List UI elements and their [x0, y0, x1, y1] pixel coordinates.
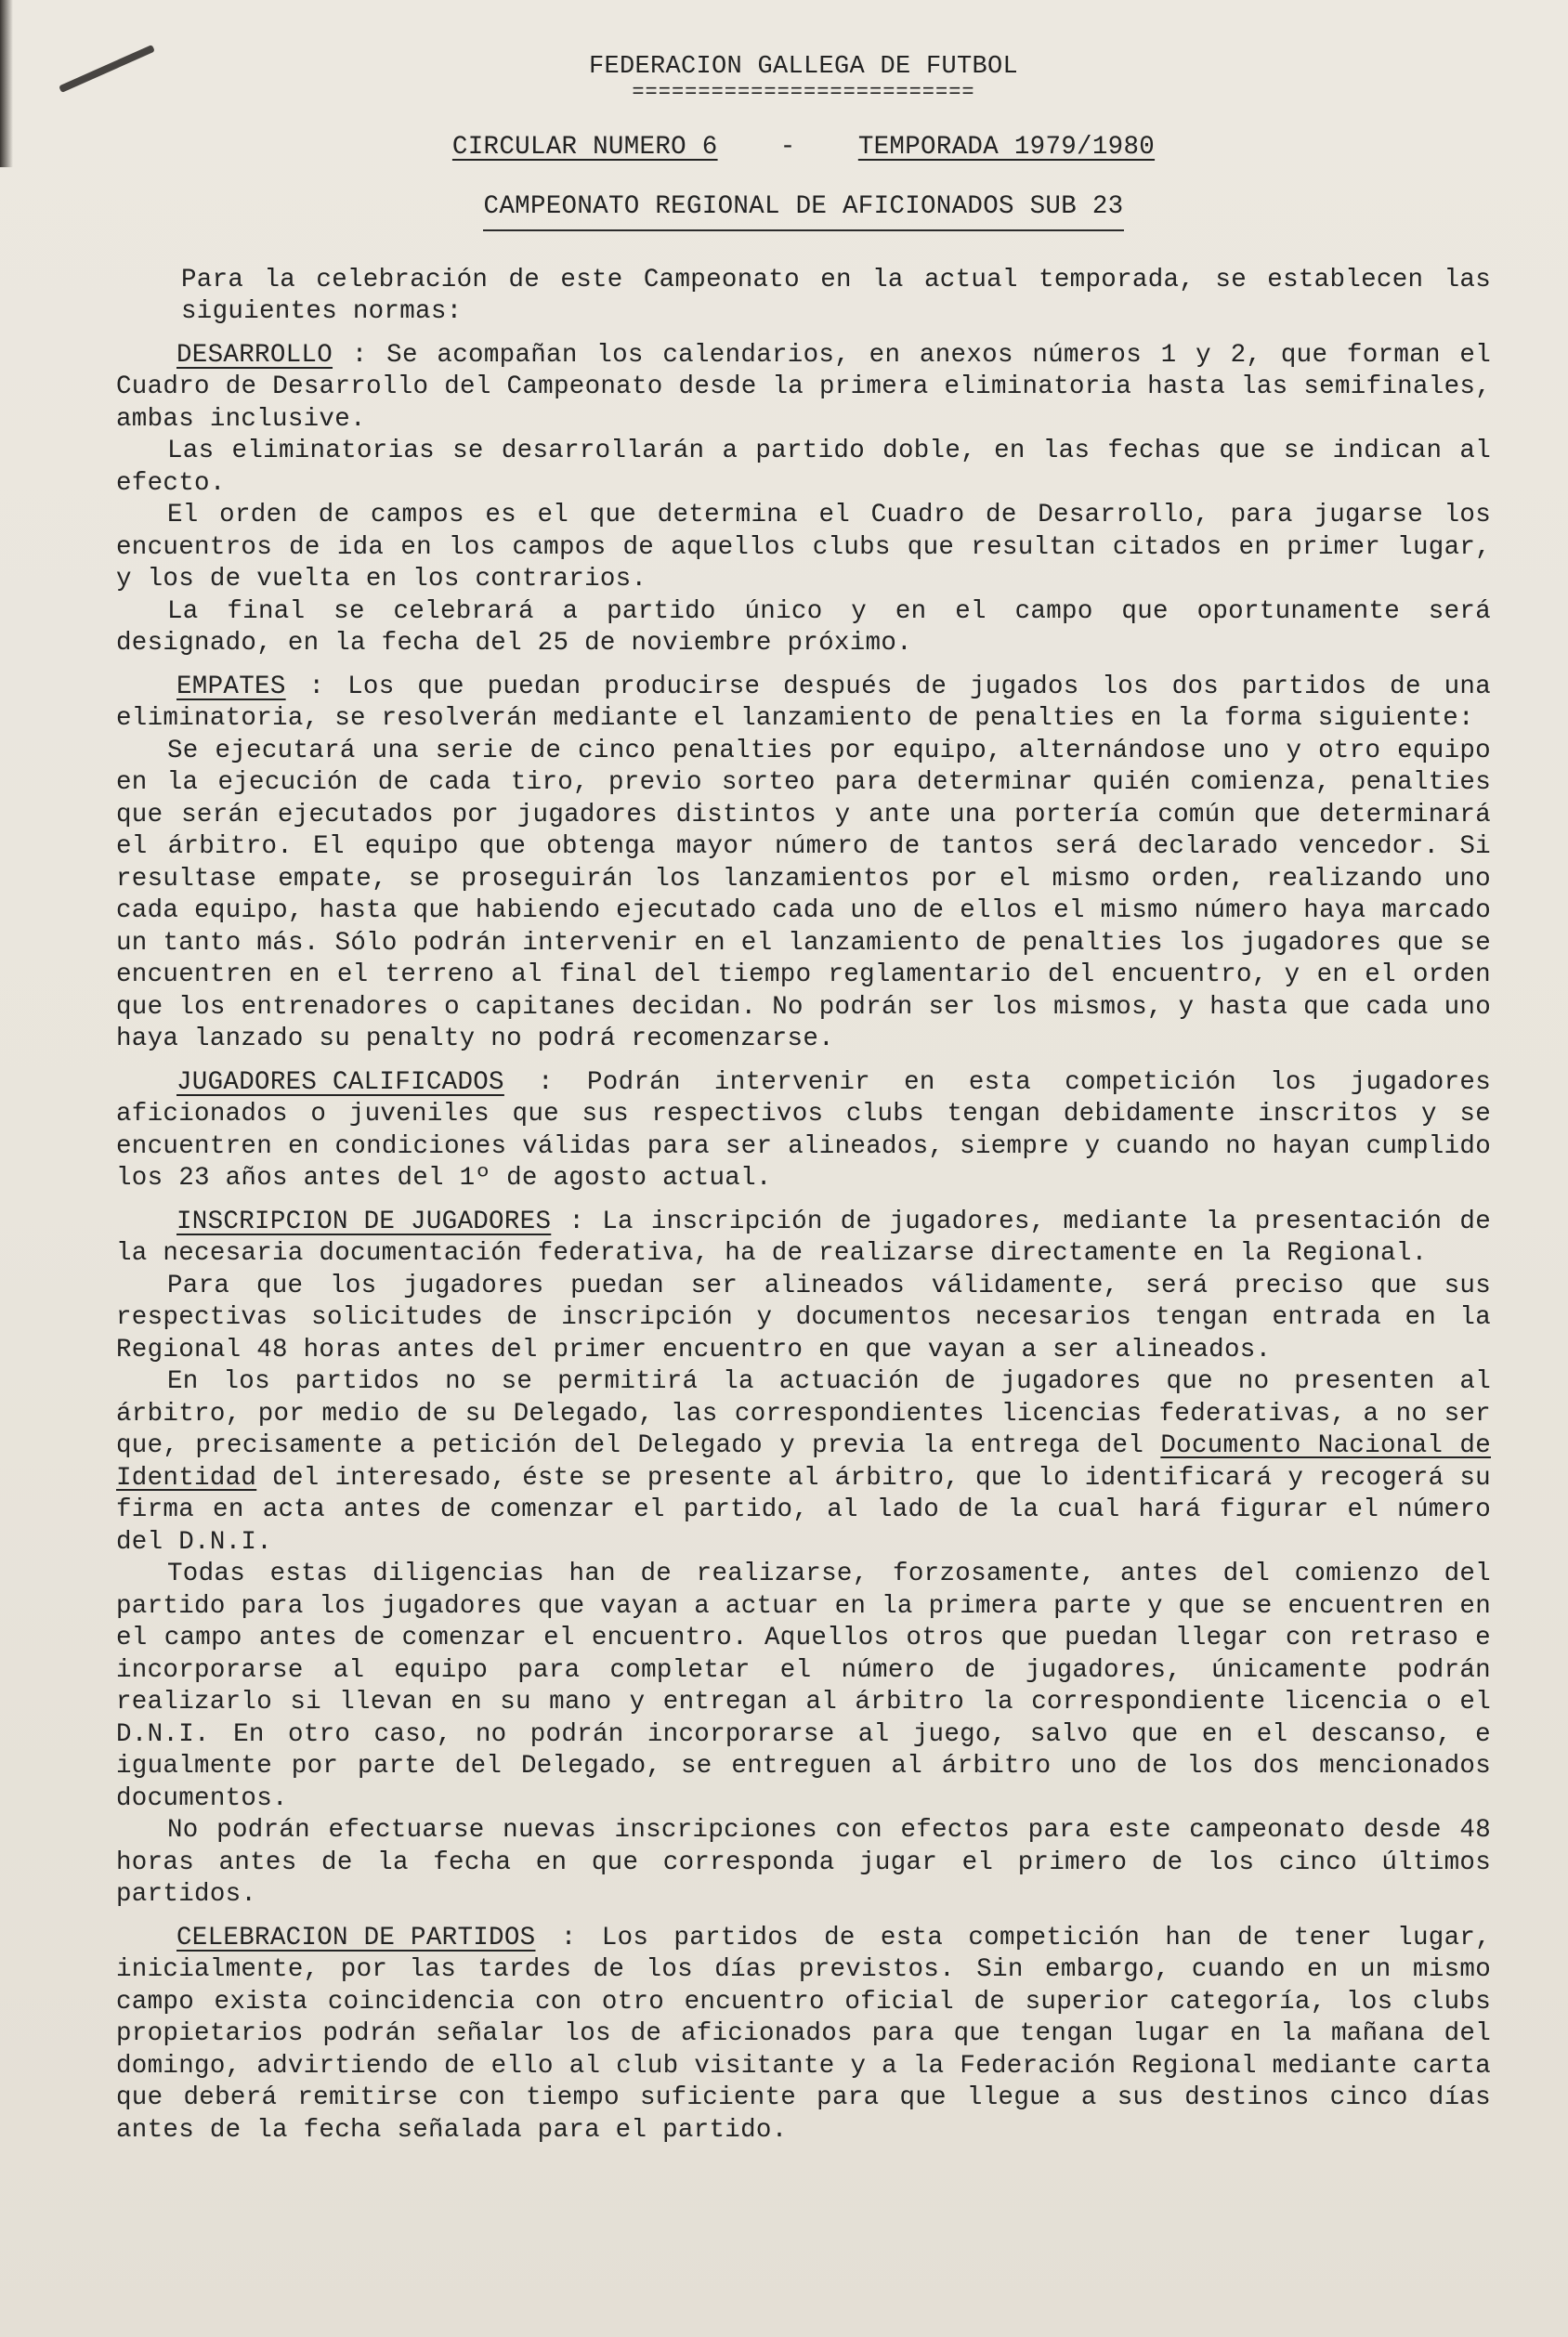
- inscripcion-paragraph-2: [116, 1366, 1491, 1559]
- intro-paragraph: Para la celebración de este Campeonato en la actual temporada, se establecen las siguientes normas:: [181, 265, 1491, 326]
- inscripcion-paragraph-1: Para que los jugadores puedan ser alineados válidamente, será preciso que sus respectivas solicitudes de inscripción y documentos necesarios tengan entrada en la Regional 48 horas antes del primer encuentro en que vayan a ser alineados.: [116, 1271, 1491, 1364]
- celebracion-lead-paragraph: [116, 1923, 1491, 2148]
- inscripcion-paragraph-4: No podrán efectuarse nuevas inscripciones con efectos para este campeonato desde 48 horas antes de la fecha en que corresponda jugar el primero de los cinco últimos partidos.: [116, 1816, 1491, 1909]
- desarrollo-lead: : Se acompañan los calendarios, en anexos números 1 y 2, que forman el Cuadro de Desarrollo del Campeonato desde la primera eliminatoria hasta las semifinales, ambas inclusive.: [116, 340, 1492, 434]
- desarrollo-paragraph-2: El orden de campos es el que determina el Cuadro de Desarrollo, para jugarse los encuentros de ida en los campos de aquellos clubs que resultan citados en primer lugar, y los de vuelta en los contrarios.: [116, 501, 1491, 594]
- desarrollo-paragraph-1: Las eliminatorias se desarrollarán a partido doble, en las fechas que se indican al efecto.: [116, 437, 1491, 498]
- empates-paragraph-1: Se ejecutará una serie de cinco penalties por equipo, alternándose uno y otro equipo en la ejecución de cada tiro, previo sorteo para determinar quién comienza, penalties que serán ejecutados por jugadores distintos y ante una portería común que determinará el árbitro. El equipo que obtenga mayor número de tantos será declarado vencedor. Si resultase empate, se proseguirán los lanzamientos por el mismo orden, realizando uno cada equipo, hasta que habiendo ejecutado cada uno de ellos el mismo número haya marcado un tanto más. Sólo podrán intervenir en el lanzamiento de penalties los jugadores que se encuentren en el terreno al final del tiempo reglamentario del encuentro, y en el orden que los entrenadores o capitanes decidan. No podrán ser los mismos, y hasta que cada uno haya lanzado su penalty no podrá recomenzarse.: [116, 736, 1491, 1053]
- inscripcion-lead: : La inscripción de jugadores, mediante la presentación de la necesaria documentación federativa, ha de realizarse directamente en la Regional.: [116, 1207, 1491, 1268]
- document-body: [116, 37, 1491, 2147]
- section-empates: [116, 672, 1491, 1056]
- celebracion-heading: CELEBRACION DE PARTIDOS: [176, 1923, 536, 1952]
- title-separator: ==========================: [632, 80, 975, 104]
- section-celebracion: [116, 1923, 1491, 2148]
- celebracion-lead: : Los partidos de esta competición han de tener lugar, inicialmente, por las tardes de los días previstos. Sin embargo, cuando en un mismo campo exista coincidencia con otro encuentro oficial de superior categoría, los clubs propietarios podrán señalar los de aficionados para que tengan lugar en la mañana del domingo, advirtiendo de ello al club visitante y a la Federación Regional mediante carta que deberá remitirse con tiempo suficiente para que llegue a sus destinos cinco días antes de la fecha señalada para el partido.: [116, 1923, 1491, 2145]
- circular-dash: -: [779, 132, 796, 162]
- inscripcion-lead-paragraph: [116, 1207, 1491, 1271]
- jugadores-lead-paragraph: [116, 1067, 1491, 1195]
- season: TEMPORADA 1979/1980: [857, 132, 1156, 162]
- paper-edge-shadow: [0, 0, 13, 167]
- desarrollo-paragraph-3: La final se celebrará a partido único y en el campo que oportunamente será designado, en la fecha del 25 de noviembre próximo.: [116, 596, 1491, 658]
- inscripcion-p2-after: del interesado, éste se presente al árbitro, que lo identificará y recogerá su firma en acta antes de comenzar el partido, al lado de la cual hará figurar el número del D.N.I.: [116, 1463, 1491, 1557]
- inscripcion-p2-before: En los partidos no se permitirá la actuación de jugadores que no presenten al árbitro, por medio de su Delegado, las correspondientes licencias federativas, a no ser que, precisamente a petición del Delegado y previa la entrega del: [116, 1367, 1491, 1460]
- jugadores-lead: : Podrán intervenir en esta competición los jugadores aficionados o juveniles que sus respectivos clubs tengan debidamente inscritos y se encuentren en condiciones válidas para ser alineados, siempre y cuando no hayan cumplido los 23 años antes del 1º de agosto actual.: [116, 1067, 1491, 1193]
- jugadores-heading: JUGADORES CALIFICADOS: [176, 1067, 504, 1097]
- championship-title: CAMPEONATO REGIONAL DE AFICIONADOS SUB 23: [483, 192, 1124, 221]
- circular-number: CIRCULAR NUMERO 6: [451, 132, 718, 162]
- section-desarrollo: [116, 340, 1491, 660]
- desarrollo-lead-paragraph: [116, 340, 1491, 437]
- federation-title: FEDERACION GALLEGA DE FUTBOL: [588, 53, 1019, 81]
- championship-rule: [483, 229, 1124, 231]
- section-jugadores-calificados: [116, 1067, 1491, 1195]
- empates-lead: : Los que puedan producirse después de jugados los dos partidos de una eliminatoria, se resolverán mediante el lanzamiento de penalties en la forma siguiente:: [116, 672, 1492, 733]
- circular-line: [116, 132, 1491, 164]
- desarrollo-heading: DESARROLLO: [176, 340, 333, 370]
- empates-heading: EMPATES: [176, 672, 286, 701]
- inscripcion-heading: INSCRIPCION DE JUGADORES: [176, 1207, 552, 1236]
- inscripcion-paragraph-3: Todas estas diligencias han de realizarse, forzosamente, antes del comienzo del partido para los jugadores que vayan a actuar en la primera parte y que se encuentren en el campo antes de comenzar el encuentro. Aquellos otros que puedan llegar con retraso e incorporarse al equipo para completar el número de jugadores, únicamente podrán realizarlo si llevan en su mano y entregan al árbitro la correspondiente licencia o el D.N.I. En otro caso, no podrán incorporarse al juego, salvo que en el descanso, e igualmente por parte del Delegado, se entreguen al árbitro uno de los dos mencionados documentos.: [116, 1560, 1491, 1813]
- section-inscripcion: [116, 1207, 1491, 1912]
- dni-underlined: Documento Nacional de Identidad: [116, 1431, 1491, 1493]
- empates-lead-paragraph: [116, 672, 1491, 736]
